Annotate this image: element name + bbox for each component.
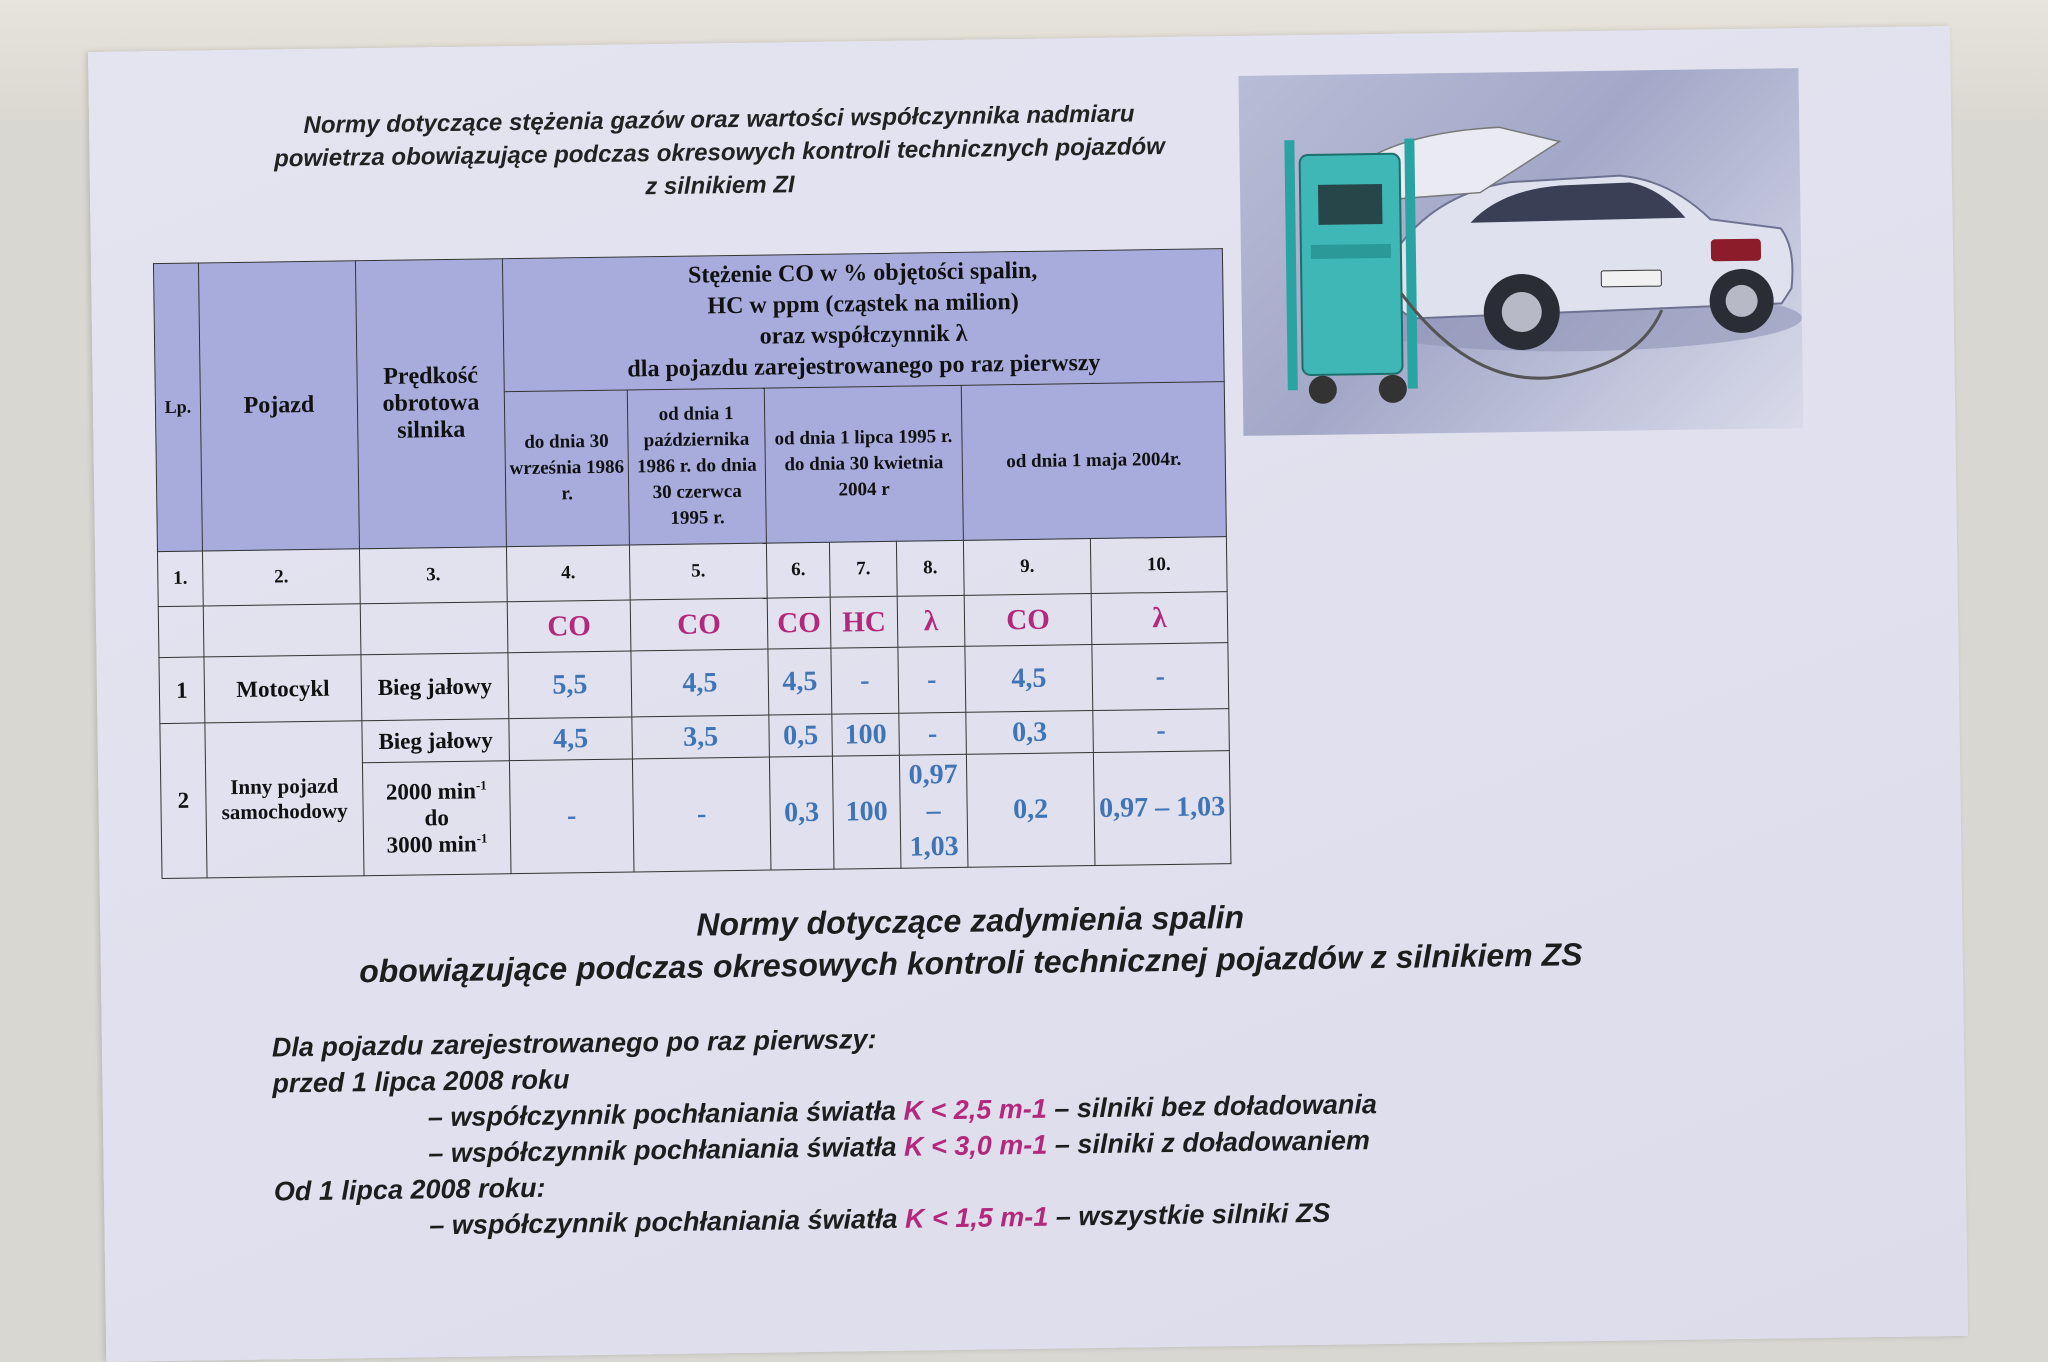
group-header-line1: Stężenie CO w % objętości spalin, <box>687 257 1038 289</box>
zi-emission-table <box>153 248 1231 879</box>
row3-value: 100 <box>832 755 901 869</box>
symbol-lambda: λ <box>897 595 965 647</box>
zs-intro: Dla pojazdu zarejestrowanego po raz pierwszy: <box>271 1024 877 1063</box>
col-num-7: 7. <box>829 541 897 597</box>
row2-value: - <box>899 712 967 755</box>
car-illustration <box>1238 68 1803 436</box>
sym-empty <box>158 606 204 658</box>
speed-to: do <box>424 805 450 831</box>
zs-item-text: – współczynnik pochłaniania światła <box>427 1095 904 1133</box>
zs-item-text: – współczynnik pochłaniania światła <box>428 1131 905 1169</box>
sym-empty <box>360 602 508 655</box>
col-num-2: 2. <box>202 549 360 606</box>
col-num-3: 3. <box>359 547 507 604</box>
row3-value: - <box>509 759 634 874</box>
period-4: od dnia 1 maja 2004r. <box>961 382 1226 541</box>
zs-title-line1: Normy dotyczące zadymienia spalin <box>696 898 1245 943</box>
zs-title-line2: obowiązujące podczas okresowych kontroli technicznej pojazdów z silnikiem ZS <box>358 936 1583 990</box>
row2-value: 0,5 <box>769 714 833 757</box>
group-header-line3: oraz współczynnik λ <box>759 320 968 350</box>
row3-speed-range <box>362 761 511 876</box>
row1-value: - <box>831 647 899 714</box>
col-num-4: 4. <box>506 545 630 602</box>
zs-item-limit: K < 1,5 m-1 <box>904 1201 1049 1234</box>
group-header-line2: HC w ppm (cząstek na milion) <box>707 289 1019 320</box>
row2-value: - <box>1093 709 1230 753</box>
symbol-co: CO <box>630 598 768 651</box>
zs-section <box>240 890 1705 1246</box>
period-1: do dnia 30 września 1986 r. <box>504 390 629 547</box>
symbol-co: CO <box>507 600 631 653</box>
period-3: od dnia 1 lipca 1995 r. do dnia 30 kwietnia 2004 r <box>764 385 963 543</box>
symbol-lambda: λ <box>1091 592 1228 645</box>
row3-value: 0,2 <box>966 753 1095 868</box>
speed-exponent: -1 <box>476 830 488 846</box>
zs-item-text: – silniki z doładowaniem <box>1047 1125 1371 1160</box>
row2-value: 3,5 <box>632 715 770 759</box>
row2-lp: 2 <box>160 723 207 879</box>
row2-value: 0,3 <box>966 711 1094 755</box>
zi-title <box>179 96 1260 210</box>
row3-value: 0,97 – 1,03 <box>899 754 968 868</box>
zs-body <box>242 1010 1705 1246</box>
speed-3000: 3000 min <box>386 831 477 858</box>
sym-empty <box>203 604 361 657</box>
row1-vehicle: Motocykl <box>204 655 362 723</box>
row1-value: - <box>898 646 966 713</box>
period-2: od dnia 1 października 1986 r. do dnia 30 czerwca 1995 r. <box>627 388 766 545</box>
row1-value: 5,5 <box>508 651 632 719</box>
row2-value: 100 <box>832 713 900 756</box>
row2-value: 4,5 <box>509 717 633 761</box>
col-num-1: 1. <box>157 551 203 607</box>
row2-speed-idle: Bieg jałowy <box>362 719 510 763</box>
header-group <box>502 249 1224 392</box>
col-num-9: 9. <box>963 539 1091 596</box>
zi-title-line3: z silnikiem ZI <box>645 171 795 201</box>
col-num-5: 5. <box>629 543 767 600</box>
col-num-10: 10. <box>1090 537 1227 594</box>
zi-title-line2: powietrza obowiązujące podczas okresowych kontroli technicznych pojazdów <box>273 132 1166 173</box>
zs-title <box>240 890 1701 994</box>
header-lp: Lp. <box>153 263 202 552</box>
zs-item-text: – współczynnik pochłaniania światła <box>429 1203 906 1241</box>
col-num-6: 6. <box>766 542 830 598</box>
col-num-8: 8. <box>896 540 964 596</box>
header-vehicle: Pojazd <box>198 261 359 551</box>
zs-before-date: przed 1 lipca 2008 roku <box>272 1064 570 1099</box>
zs-item-limit: K < 3,0 m-1 <box>903 1129 1048 1162</box>
row1-value: 4,5 <box>631 649 769 717</box>
row1-value: - <box>1092 643 1229 711</box>
row2-vehicle: Inny pojazd samochodowy <box>205 721 364 878</box>
row1-value: 4,5 <box>965 645 1093 713</box>
zi-title-line1: Normy dotyczące stężenia gazów oraz wartości współczynnika nadmiaru <box>303 100 1135 139</box>
zs-item-text: – silniki bez doładowania <box>1046 1089 1378 1124</box>
zs-item-limit: K < 2,5 m-1 <box>903 1093 1048 1126</box>
emission-tester-car-photo <box>1238 68 1803 436</box>
symbol-co: CO <box>964 594 1092 647</box>
row1-value: 4,5 <box>768 648 832 715</box>
row1-speed: Bieg jałowy <box>361 653 509 721</box>
speed-exponent: -1 <box>475 777 487 793</box>
row3-value: 0,97 – 1,03 <box>1093 751 1231 866</box>
symbol-co: CO <box>767 597 831 649</box>
row1-lp: 1 <box>159 657 205 724</box>
symbol-hc: HC <box>830 596 898 648</box>
zs-item-text: – wszystkie silniki ZS <box>1048 1197 1331 1232</box>
notice-sheet <box>88 26 1968 1362</box>
group-header-line4: dla pojazdu zarejestrowanego po raz pierwszy <box>627 349 1101 383</box>
row3-value: 0,3 <box>769 756 834 870</box>
row3-value: - <box>632 757 771 872</box>
header-engine-speed: Prędkość obrotowa silnika <box>355 259 506 549</box>
zs-after-date: Od 1 lipca 2008 roku: <box>273 1172 546 1207</box>
speed-2000: 2000 min <box>385 778 477 805</box>
